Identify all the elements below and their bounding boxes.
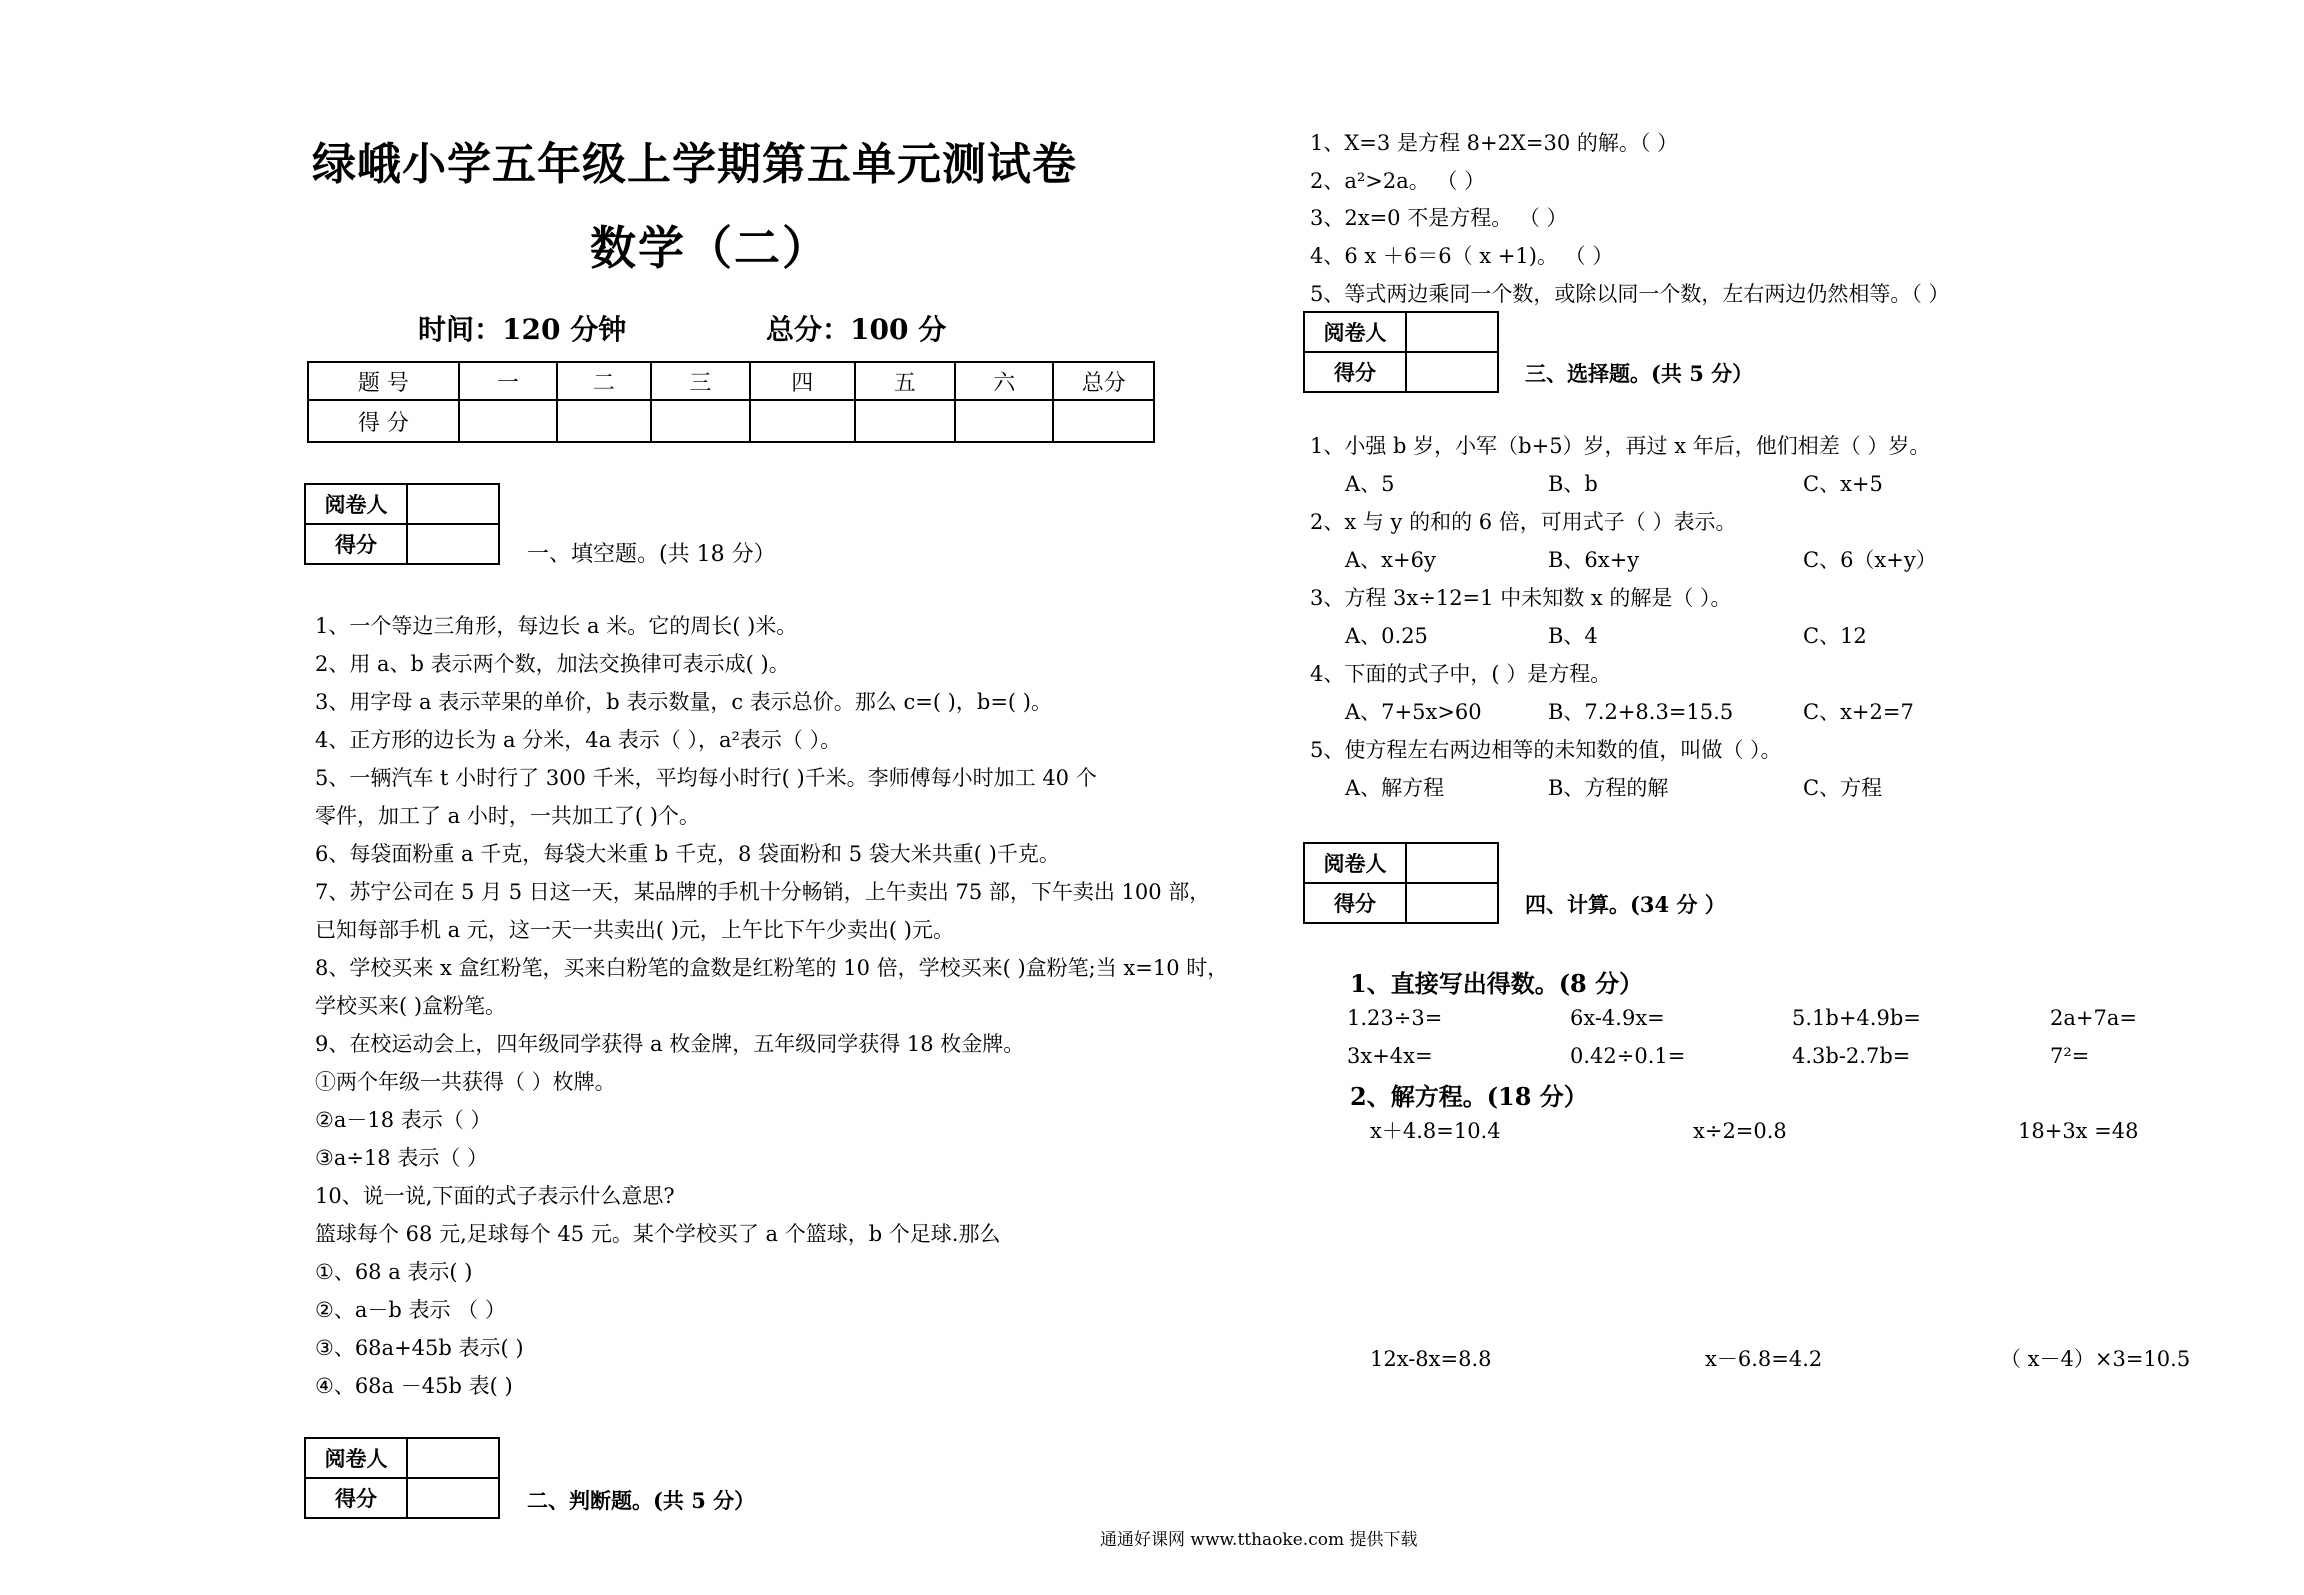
score-cell[interactable]: [557, 400, 650, 442]
score-cell[interactable]: [955, 400, 1053, 442]
grader-score-field[interactable]: [407, 1478, 499, 1518]
choice-option-a[interactable]: A、7+5x>60: [1345, 700, 1482, 724]
equation-item: x－6.8=4.2: [1705, 1347, 1823, 1371]
choice-option-c[interactable]: C、12: [1803, 624, 1867, 648]
equation-item: 12x-8x=8.8: [1370, 1347, 1492, 1371]
question-line: ①两个年级一共获得（ ）枚牌。: [315, 1070, 616, 1094]
grader-score-label: 得分: [305, 1478, 407, 1518]
choice-question: 3、方程 3x÷12=1 中未知数 x 的解是（ ）。: [1310, 586, 1732, 610]
question-line: 4、正方形的边长为 a 分米，4a 表示（ ），a²表示（ ）。: [315, 728, 842, 752]
calc-item: 7²=: [2050, 1044, 2090, 1068]
question-line: 零件，加工了 a 小时，一共加工了( )个。: [315, 804, 700, 828]
question-line: ④、68a －45b 表( ): [315, 1374, 513, 1398]
choice-option-b[interactable]: B、6x+y: [1548, 548, 1640, 572]
section4-title: 四、计算。(34 分 ）: [1525, 892, 1726, 917]
calc-item: 4.3b-2.7b=: [1792, 1044, 1911, 1068]
score-table: [307, 361, 1155, 443]
calc-part2-title: 2、解方程。(18 分）: [1350, 1082, 1588, 1111]
grader-reviewer-field[interactable]: [407, 1438, 499, 1478]
choice-question: 1、小强 b 岁，小军（b+5）岁，再过 x 年后，他们相差（ ）岁。: [1310, 434, 1931, 458]
calc-item: 1.23÷3=: [1347, 1006, 1443, 1030]
judgement-line: 3、2x=0 不是方程。 （ ）: [1310, 206, 1568, 230]
score-header-cell: 六: [955, 362, 1053, 400]
grader-reviewer-label: 阅卷人: [305, 484, 407, 524]
score-cell[interactable]: [750, 400, 854, 442]
score-header-cell: 二: [557, 362, 650, 400]
choice-option-b[interactable]: B、4: [1548, 624, 1598, 648]
calc-item: 0.42÷0.1=: [1570, 1044, 1686, 1068]
judgement-line: 5、等式两边乘同一个数，或除以同一个数，左右两边仍然相等。（ ）: [1310, 282, 1950, 306]
grader-reviewer-field[interactable]: [1406, 312, 1498, 352]
choice-option-b[interactable]: B、7.2+8.3=15.5: [1548, 700, 1734, 724]
calc-item: 5.1b+4.9b=: [1792, 1006, 1921, 1030]
grader-score-field[interactable]: [1406, 883, 1498, 923]
choice-option-c[interactable]: C、x+5: [1803, 472, 1883, 496]
score-row-label: 得 分: [308, 400, 459, 442]
calc-part1-title: 1、直接写出得数。(8 分）: [1350, 969, 1644, 998]
grader-box: [304, 483, 500, 565]
section1-title: 一、填空题。(共 18 分）: [527, 542, 776, 567]
choice-option-a[interactable]: A、x+6y: [1345, 548, 1436, 572]
calc-item: 6x-4.9x=: [1570, 1006, 1665, 1030]
judgement-line: 4、6 x ＋6＝6（ x +1)。 （ ）: [1310, 244, 1614, 268]
equation-item: x＋4.8=10.4: [1370, 1119, 1501, 1143]
score-header-cell: 总分: [1053, 362, 1154, 400]
calc-item: 2a+7a=: [2050, 1006, 2137, 1030]
score-cell[interactable]: [855, 400, 955, 442]
choice-option-a[interactable]: A、0.25: [1345, 624, 1428, 648]
score-cell[interactable]: [1053, 400, 1154, 442]
grader-box: [304, 1437, 500, 1519]
choice-option-c[interactable]: C、方程: [1803, 776, 1883, 800]
grader-score-label: 得分: [305, 524, 407, 564]
grader-reviewer-field[interactable]: [1406, 843, 1498, 883]
question-line: ①、68 a 表示( ): [315, 1260, 473, 1284]
question-line: 已知每部手机 a 元，这一天一共卖出( )元，上午比下午少卖出( )元。: [315, 918, 954, 942]
question-line: 8、学校买来 x 盒红粉笔，买来白粉笔的盒数是红粉笔的 10 倍，学校买来( )盒粉笔;当 x=10 时，: [315, 956, 1229, 980]
section3-title: 三、选择题。(共 5 分）: [1525, 361, 1754, 386]
question-line: 3、用字母 a 表示苹果的单价，b 表示数量，c 表示总价。那么 c=( )，b=( )。: [315, 690, 1052, 714]
grader-score-field[interactable]: [407, 524, 499, 564]
question-line: 6、每袋面粉重 a 千克，每袋大米重 b 千克，8 袋面粉和 5 袋大米共重( )千克。: [315, 842, 1060, 866]
score-header-cell: 五: [855, 362, 955, 400]
judgement-line: 2、a²>2a。 （ ）: [1310, 169, 1486, 193]
choice-option-a[interactable]: A、解方程: [1345, 776, 1445, 800]
score-header-cell: 题 号: [308, 362, 459, 400]
score-header-cell: 一: [459, 362, 557, 400]
score-cell[interactable]: [459, 400, 557, 442]
choice-option-c[interactable]: C、x+2=7: [1803, 700, 1914, 724]
score-header-cell: 四: [750, 362, 854, 400]
grader-score-field[interactable]: [1406, 352, 1498, 392]
exam-time: 时间：120 分钟: [418, 313, 627, 346]
section2-title: 二、判断题。(共 5 分）: [527, 1488, 756, 1513]
equation-item: 18+3x =48: [2018, 1119, 2139, 1143]
choice-question: 5、使方程左右两边相等的未知数的值，叫做（ ）。: [1310, 738, 1782, 762]
score-header-cell: 三: [651, 362, 750, 400]
grader-reviewer-label: 阅卷人: [1304, 843, 1406, 883]
equation-item: x÷2=0.8: [1693, 1119, 1787, 1143]
grader-box: [1303, 311, 1499, 393]
question-line: 10、说一说,下面的式子表示什么意思?: [315, 1184, 675, 1208]
exam-total: 总分：100 分: [766, 313, 947, 346]
page-title: 绿峨小学五年级上学期第五单元测试卷: [312, 139, 1077, 190]
choice-option-c[interactable]: C、6（x+y）: [1803, 548, 1937, 572]
question-line: ③、68a+45b 表示( ): [315, 1336, 524, 1360]
choice-option-a[interactable]: A、5: [1345, 472, 1395, 496]
question-line: ②a－18 表示（ ）: [315, 1108, 492, 1132]
choice-question: 4、下面的式子中，( ）是方程。: [1310, 662, 1612, 686]
question-line: 1、一个等边三角形，每边长 a 米。它的周长( )米。: [315, 614, 798, 638]
question-line: 学校买来( )盒粉笔。: [315, 994, 507, 1018]
grader-box: [1303, 842, 1499, 924]
grader-reviewer-field[interactable]: [407, 484, 499, 524]
choice-option-b[interactable]: B、方程的解: [1548, 776, 1669, 800]
question-line: 7、苏宁公司在 5 月 5 日这一天，某品牌的手机十分畅销，上午卖出 75 部，下午卖出 100 部，: [315, 880, 1211, 904]
grader-reviewer-label: 阅卷人: [1304, 312, 1406, 352]
question-line: 9、在校运动会上，四年级同学获得 a 枚金牌，五年级同学获得 18 枚金牌。: [315, 1032, 1025, 1056]
question-line: 2、用 a、b 表示两个数，加法交换律可表示成( )。: [315, 652, 790, 676]
question-line: 篮球每个 68 元,足球每个 45 元。某个学校买了 a 个篮球，b 个足球.那么: [315, 1222, 1001, 1246]
grader-reviewer-label: 阅卷人: [305, 1438, 407, 1478]
calc-item: 3x+4x=: [1347, 1044, 1433, 1068]
score-cell[interactable]: [651, 400, 750, 442]
grader-score-label: 得分: [1304, 883, 1406, 923]
question-line: ③a÷18 表示（ ）: [315, 1146, 489, 1170]
question-line: 5、一辆汽车 t 小时行了 300 千米，平均每小时行( )千米。李师傅每小时加工 40 个: [315, 766, 1097, 790]
equation-item: （ x－4）×3=10.5: [2000, 1347, 2191, 1371]
choice-question: 2、x 与 y 的和的 6 倍，可用式子（ ）表示。: [1310, 510, 1737, 534]
page-subtitle: 数学（二）: [590, 221, 830, 275]
judgement-line: 1、X=3 是方程 8+2X=30 的解。（ ）: [1310, 131, 1679, 155]
question-line: ②、a－b 表示 （ ）: [315, 1298, 506, 1322]
choice-option-b[interactable]: B、b: [1548, 472, 1598, 496]
footer-credit: 通通好课网 www.tthaoke.com 提供下载: [1100, 1530, 1418, 1550]
grader-score-label: 得分: [1304, 352, 1406, 392]
